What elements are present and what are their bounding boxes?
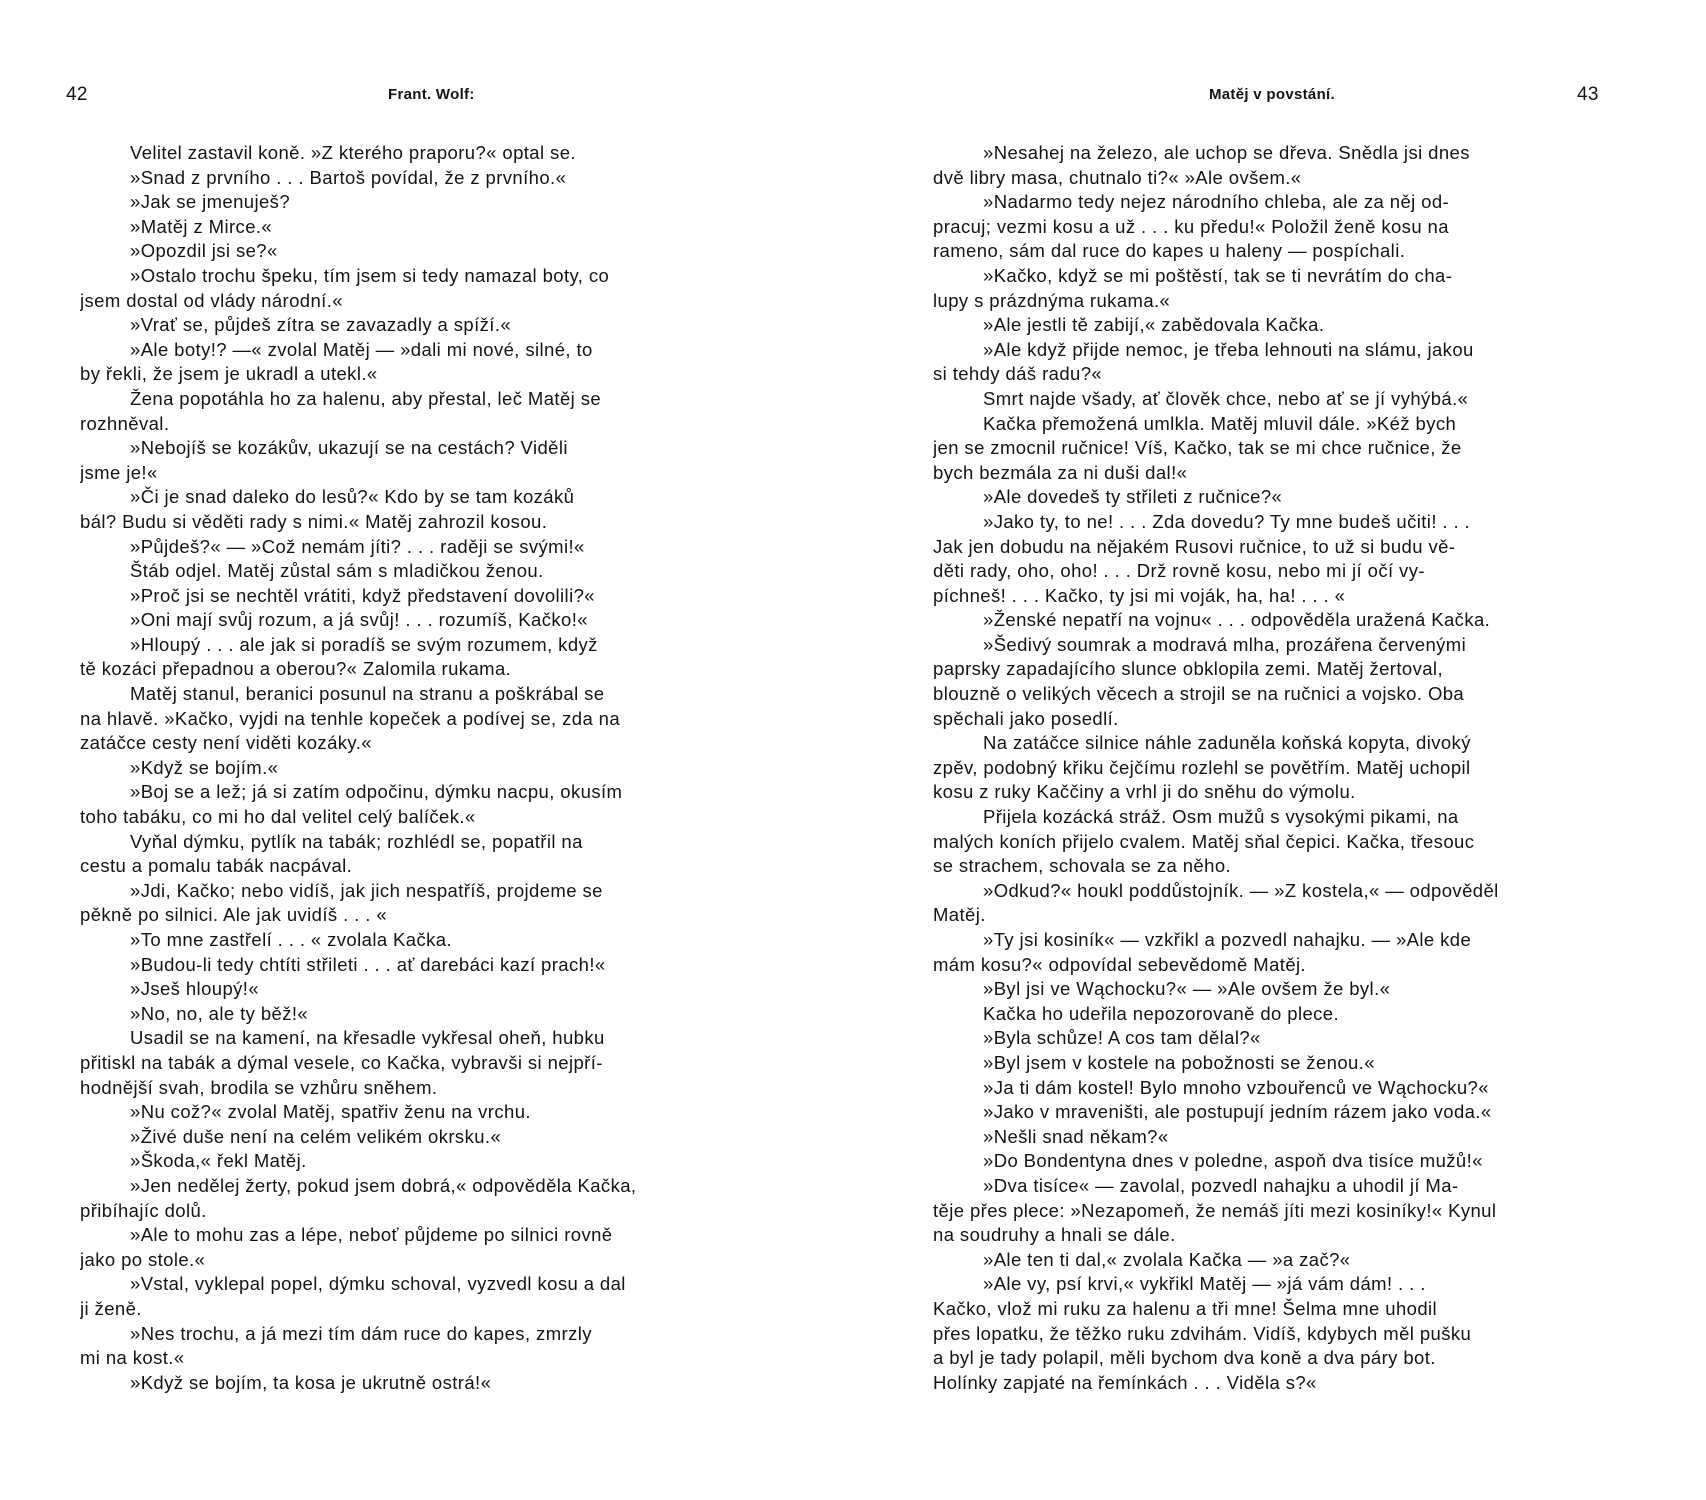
text-line: »Hloupý . . . ale jak si poradíš se svým rozumem, když [130, 633, 598, 655]
text-line: Kačko, vlož mi ruku za halenu a tři mne! Šelma mne uhodil [933, 1297, 1438, 1319]
text-line: rozhněval. [80, 412, 170, 434]
text-line: »Kačko, když se mi poštěstí, tak se ti nevrátím do cha- [983, 264, 1453, 286]
text-line: Usadil se na kamení, na křesadle vykřesal oheň, hubku [130, 1027, 605, 1049]
text-line: »Ale když přijde nemoc, je třeba lehnouti na slámu, jakou [983, 338, 1474, 360]
text-line: bych bezmála za ni duši dal!« [933, 461, 1188, 483]
page-number: 43 [1577, 84, 1599, 105]
running-head: Matěj v povstání. [1209, 86, 1335, 103]
text-line: si tehdy dáš radu?« [933, 363, 1103, 385]
text-line: »Ale vy, psí krvi,« vykřikl Matěj — »já vám dám! . . . [983, 1273, 1426, 1295]
text-line: »Ale dovedeš ty střileti z ručnice?« [983, 486, 1283, 508]
text-line: »Byla schůze! A cos tam dělal?« [983, 1027, 1261, 1049]
text-line: »Živé duše není na celém velikém okrsku.« [130, 1125, 502, 1147]
text-line: Vyňal dýmku, pytlík na tabák; rozhlédl se, popatřil na [130, 830, 583, 852]
text-line: kosu z ruky Kaččiny a vrhl ji do sněhu do výmolu. [933, 781, 1356, 803]
text-line: »Nebojíš se kozákův, ukazují se na cestách? Viděli [130, 437, 568, 459]
text-line: Kačka přemožená umlkla. Matěj mluvil dále. »Kéž bych [983, 412, 1457, 434]
text-line: jen se zmocnil ručnice! Víš, Kačko, tak se mi chce ručnice, že [933, 437, 1462, 459]
text-line: zpěv, podobný křiku čejčímu rozlehl se povětřím. Matěj uchopil [933, 756, 1471, 778]
text-line: píchneš! . . . Kačko, ty jsi mi voják, ha, ha! . . . « [933, 584, 1346, 606]
text-line: »Vstal, vyklepal popel, dýmku schoval, vyzvedl kosu a dal [130, 1273, 626, 1295]
text-line: tě kozáci přepadnou a oberou?« Zalomila rukama. [80, 658, 512, 680]
text-line: zatáčce cesty není viděti kozáky.« [80, 732, 372, 754]
text-line: Holínky zapjaté na řemínkách . . . Viděla s?« [933, 1371, 1317, 1393]
running-head: Frant. Wolf: [388, 86, 475, 103]
text-line: na soudruhy a hnali se dále. [933, 1224, 1176, 1246]
text-line: »Ale jestli tě zabijí,« zabědovala Kačka. [983, 314, 1325, 336]
text-line: »Škoda,« řekl Matěj. [130, 1150, 307, 1172]
text-line: »Nadarmo tedy nejez národního chleba, ale za něj od- [983, 191, 1450, 213]
text-line: děti rady, oho, oho! . . . Drž rovně kosu, nebo mi jí očí vy- [933, 560, 1425, 582]
text-line: »Oni mají svůj rozum, a já svůj! . . . rozumíš, Kačko!« [130, 609, 588, 631]
text-line: dvě libry masa, chutnalo ti?« »Ale ovšem.« [933, 166, 1302, 188]
page-body [933, 141, 1645, 1395]
text-line: »Ale boty!? —« zvolal Matěj — »dali mi nové, silné, to [130, 338, 593, 360]
text-line: »Nesahej na železo, ale uchop se dřeva. Snědla jsi dnes [983, 142, 1470, 163]
text-line: »Či je snad daleko do lesů?« Kdo by se tam kozáků [130, 486, 575, 508]
text-line: a byl je tady polapil, měli bychom dva koně a dva páry bot. [933, 1347, 1436, 1369]
text-line: Štáb odjel. Matěj zůstal sám s mladičkou ženou. [130, 560, 544, 582]
text-line: jako po stole.« [80, 1248, 206, 1270]
text-line: Jak jen dobudu na nějakém Rusovi ručnice, to už si budu vě- [933, 535, 1456, 557]
text-line: lupy s prázdnýma rukama.« [933, 289, 1171, 311]
text-line: Velitel zastavil koně. »Z kterého praporu?« optal se. [130, 142, 576, 163]
text-line: jsem dostal od vlády národní.« [80, 289, 343, 311]
text-line: Žena popotáhla ho za halenu, aby přestal, leč Matěj se [130, 387, 602, 409]
text-line: »No, no, ale ty běž!« [130, 1002, 309, 1024]
text-line: rameno, sám dal ruce do kapes u haleny — pospíchali. [933, 240, 1406, 262]
page-body [80, 141, 792, 1395]
text-line: ji ženě. [80, 1297, 142, 1319]
text-line: »Budou-li tedy chtíti střileti . . . ať darebáci kazí prach!« [130, 953, 606, 975]
text-line: Na zatáčce silnice náhle zaduněla koňská kopyta, divoký [983, 732, 1471, 754]
text-line: pracuj; vezmi kosu a už . . . ku předu!« Položil ženě kosu na [933, 215, 1449, 237]
text-line: Matěj stanul, beranici posunul na stranu a poškrábal se [130, 683, 605, 705]
text-line: Smrt najde všady, ať člověk chce, nebo ať se jí vyhýbá.« [983, 387, 1469, 409]
text-line: »Byl jsi ve Wąchocku?« — »Ale ovšem že byl.« [983, 978, 1391, 1000]
text-line: mám kosu?« odpovídal sebevědomě Matěj. [933, 953, 1307, 975]
text-line: »Šedivý soumrak a modravá mlha, prozářena červenými [983, 633, 1467, 655]
text-line: »To mne zastřelí . . . « zvolala Kačka. [130, 929, 453, 950]
text-line: »Ale to mohu zas a lépe, neboť půjdeme po silnici rovně [130, 1224, 613, 1246]
text-line: přitiskl na tabák a dýmal vesele, co Kačka, vybravši si nejpří- [80, 1051, 603, 1073]
text-line: »Ty jsi kosiník« — vzkřikl a pozvedl nahajku. — »Ale kde [983, 929, 1472, 950]
text-line: »Ženské nepatří na vojnu« . . . odpověděla uražená Kačka. [983, 609, 1491, 631]
text-line: Matěj. [933, 904, 986, 926]
text-line: »Jako v mraveništi, ale postupují jedním rázem jako voda.« [983, 1101, 1492, 1123]
text-line: Přijela kozácká stráž. Osm mužů s vysokými pikami, na [983, 806, 1459, 828]
text-line: přes lopatku, že těžko ruku zdvihám. Vidíš, kdybych měl pušku [933, 1322, 1472, 1344]
text-line: »Ale ten ti dal,« zvolala Kačka — »a zač?« [983, 1248, 1351, 1270]
text-line: bál? Budu si věděti rady s nimi.« Matěj zahrozil kosou. [80, 510, 548, 532]
text-line: cestu a pomalu tabák nacpával. [80, 855, 353, 877]
text-line: »Ostalo trochu špeku, tím jsem si tedy namazal boty, co [130, 264, 610, 286]
text-line: by řekli, že jsem je ukradl a utekl.« [80, 363, 378, 385]
text-line: těje přes plece: »Nezapomeň, že nemáš jíti mezi kosiníky!« Kynul [933, 1199, 1497, 1221]
text-line: »Když se bojím, ta kosa je ukrutně ostrá!« [130, 1371, 492, 1393]
text-line: »Opozdil jsi se?« [130, 240, 278, 262]
text-line: »Nu což?« zvolal Matěj, spatřiv ženu na vrchu. [130, 1101, 531, 1123]
text-line: »Boj se a lež; já si zatím odpočinu, dýmku nacpu, okusím [130, 781, 623, 803]
right-page [853, 0, 1706, 1500]
text-line: »Ja ti dám kostel! Bylo mnoho vzbouřenců ve Wąchocku?« [983, 1076, 1489, 1098]
text-line: toho tabáku, co mi ho dal velitel celý balíček.« [80, 806, 476, 828]
text-line: jsme je!« [80, 461, 158, 483]
text-line: na hlavě. »Kačko, vyjdi na tenhle kopeček a podívej se, zda na [80, 707, 621, 729]
page-number: 42 [66, 84, 88, 105]
text-line: »Do Bondentyna dnes v poledne, aspoň dva tisíce mužů!« [983, 1150, 1483, 1172]
text-line: »Jseš hloupý!« [130, 978, 260, 1000]
text-line: »Půjdeš?« — »Což nemám jíti? . . . raději se svými!« [130, 535, 585, 557]
text-line: spěchali jako posedlí. [933, 707, 1119, 729]
text-line: »Jako ty, to ne! . . . Zda dovedu? Ty mne budeš učiti! . . . [983, 510, 1471, 532]
text-line: »Byl jsem v kostele na pobožnosti se ženou.« [983, 1051, 1375, 1073]
text-line: »Když se bojím.« [130, 756, 279, 778]
text-line: mi na kost.« [80, 1347, 185, 1369]
text-line: »Jak se jmenuješ? [130, 191, 291, 213]
text-line: »Dva tisíce« — zavolal, pozvedl nahajku a uhodil jí Ma- [983, 1174, 1459, 1196]
text-line: přibíhajíc dolů. [80, 1199, 207, 1221]
text-line: hodnější svah, brodila se vzhůru sněhem. [80, 1076, 438, 1098]
text-line: se strachem, schovala se za něho. [933, 855, 1232, 877]
text-line: »Matěj z Mirce.« [130, 215, 273, 237]
text-line: blouzně o velikých věcech a strojil se na ručnici a vojsko. Oba [933, 683, 1465, 705]
text-line: paprsky zapadajícího slunce obklopila zemi. Matěj žertoval, [933, 658, 1443, 680]
text-line: »Nešli snad někam?« [983, 1125, 1169, 1147]
text-line: »Vrať se, půjdeš zítra se zavazadly a spíží.« [130, 314, 512, 336]
text-line: malých koních přijelo cvalem. Matěj sňal čepici. Kačka, třesouc [933, 830, 1475, 852]
text-line: »Proč jsi se nechtěl vrátiti, když představení dovolili?« [130, 584, 595, 606]
text-line: Kačka ho udeřila nepozorovaně do plece. [983, 1002, 1340, 1024]
text-line: pěkně po silnici. Ale jak uvidíš . . . « [80, 904, 388, 926]
text-line: »Jdi, Kačko; nebo vidíš, jak jich nespatříš, projdeme se [130, 879, 603, 901]
text-line: »Snad z prvního . . . Bartoš povídal, že z prvního.« [130, 166, 567, 188]
text-line: »Jen nedělej žerty, pokud jsem dobrá,« odpověděla Kačka, [130, 1174, 637, 1196]
text-line: »Odkud?« houkl poddůstojník. — »Z kostela,« — odpověděl [983, 879, 1499, 901]
text-line: »Nes trochu, a já mezi tím dám ruce do kapes, zmrzly [130, 1322, 592, 1344]
